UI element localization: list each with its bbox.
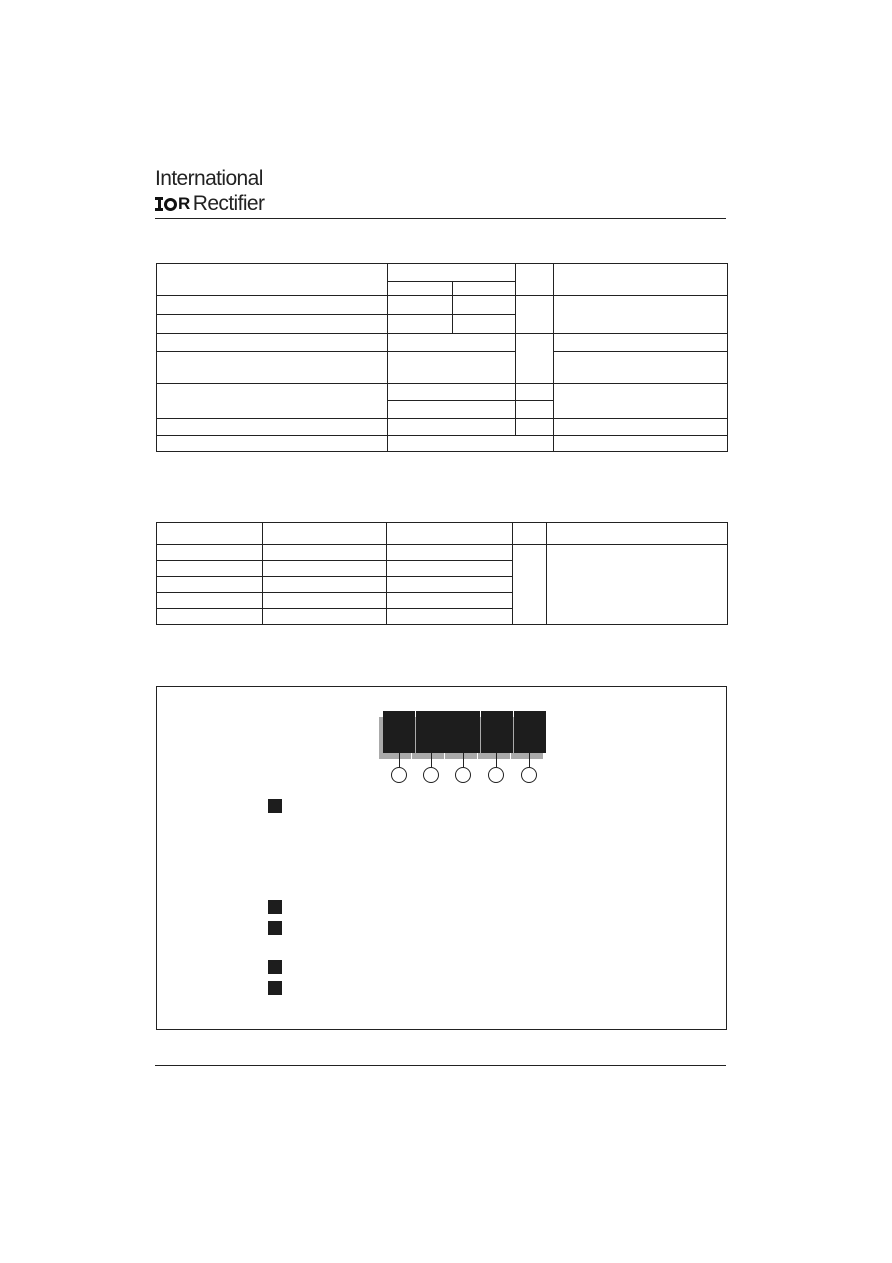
legend-bullet-2 xyxy=(268,900,282,914)
table-cell xyxy=(516,401,554,419)
table-row xyxy=(157,296,728,315)
table-cell xyxy=(157,609,263,625)
table-cell xyxy=(554,419,728,436)
table-cell xyxy=(157,419,388,436)
footer-rule xyxy=(155,1065,726,1066)
table-cell xyxy=(387,523,513,545)
table-cell xyxy=(554,384,728,419)
table-cell xyxy=(554,436,728,452)
leader-line xyxy=(496,753,497,767)
table-cell xyxy=(157,577,263,593)
table-row xyxy=(157,264,728,282)
leader-line xyxy=(463,753,464,767)
callout-circle-3 xyxy=(455,767,471,783)
table-cell xyxy=(453,296,516,315)
table-cell xyxy=(513,545,547,625)
code-block-4 xyxy=(481,711,513,753)
table-cell xyxy=(157,384,388,419)
legend-bullet-3 xyxy=(268,921,282,935)
table-row xyxy=(157,523,728,545)
table-cell xyxy=(263,523,387,545)
callout-circle-4 xyxy=(488,767,504,783)
table-cell xyxy=(387,609,513,625)
ior-logo-icon xyxy=(155,194,190,214)
table-cell xyxy=(547,523,728,545)
logo-r-glyph: R xyxy=(178,194,190,213)
table-cell xyxy=(387,545,513,561)
brand-name-bottom: Rectifier xyxy=(192,192,265,215)
table-cell xyxy=(387,561,513,577)
table-cell xyxy=(263,609,387,625)
table-cell xyxy=(516,296,554,334)
legend-bullet-4 xyxy=(268,960,282,974)
table-row xyxy=(157,419,728,436)
table-cell xyxy=(388,384,516,401)
callout-circle-2 xyxy=(423,767,439,783)
table-cell xyxy=(388,401,516,419)
table-cell xyxy=(157,334,388,352)
logo-o-ring-icon xyxy=(164,198,177,211)
table-cell xyxy=(157,561,263,577)
table-cell xyxy=(547,545,728,625)
table-row xyxy=(157,545,728,561)
table-cell xyxy=(388,334,516,352)
table-cell xyxy=(157,436,388,452)
table-cell xyxy=(157,315,388,334)
brand-logo xyxy=(155,192,264,216)
header-rule xyxy=(155,218,726,219)
table-cell xyxy=(387,577,513,593)
table-cell xyxy=(388,264,516,282)
ordering-table xyxy=(156,522,728,625)
table-cell xyxy=(516,264,554,296)
leader-line xyxy=(529,753,530,767)
table-cell xyxy=(388,296,453,315)
table-cell xyxy=(157,264,388,296)
table-cell xyxy=(453,282,516,296)
table-cell xyxy=(263,577,387,593)
table-cell xyxy=(388,436,554,452)
code-block-2 xyxy=(416,711,448,753)
table-cell xyxy=(554,334,728,352)
table-cell xyxy=(388,315,453,334)
table-cell xyxy=(554,296,728,334)
code-block-1 xyxy=(383,711,415,753)
leader-line xyxy=(399,753,400,767)
leader-line xyxy=(431,753,432,767)
table-cell xyxy=(388,419,516,436)
code-block-3 xyxy=(448,711,480,753)
code-block-5 xyxy=(514,711,546,753)
table-row xyxy=(157,436,728,452)
table-cell xyxy=(263,561,387,577)
logo-i-glyph xyxy=(155,197,163,211)
table-cell xyxy=(387,593,513,609)
table-cell xyxy=(516,334,554,384)
table-cell xyxy=(516,419,554,436)
brand-name-top: International xyxy=(155,167,263,190)
table-cell xyxy=(554,352,728,384)
table-row xyxy=(157,384,728,401)
table-row xyxy=(157,352,728,384)
table-row xyxy=(157,334,728,352)
table-cell xyxy=(157,352,388,384)
legend-bullet-5 xyxy=(268,981,282,995)
table-cell xyxy=(516,384,554,401)
table-cell xyxy=(157,593,263,609)
table-cell xyxy=(263,593,387,609)
table-cell xyxy=(157,296,388,315)
table-cell xyxy=(388,282,453,296)
table-cell xyxy=(157,545,263,561)
ratings-table xyxy=(156,263,728,452)
table-cell xyxy=(157,523,263,545)
table-cell xyxy=(554,264,728,296)
callout-circle-1 xyxy=(391,767,407,783)
legend-bullet-1 xyxy=(268,799,282,813)
table-cell xyxy=(388,352,516,384)
table-cell xyxy=(263,545,387,561)
callout-circle-5 xyxy=(521,767,537,783)
table-cell xyxy=(453,315,516,334)
table-cell xyxy=(513,523,547,545)
